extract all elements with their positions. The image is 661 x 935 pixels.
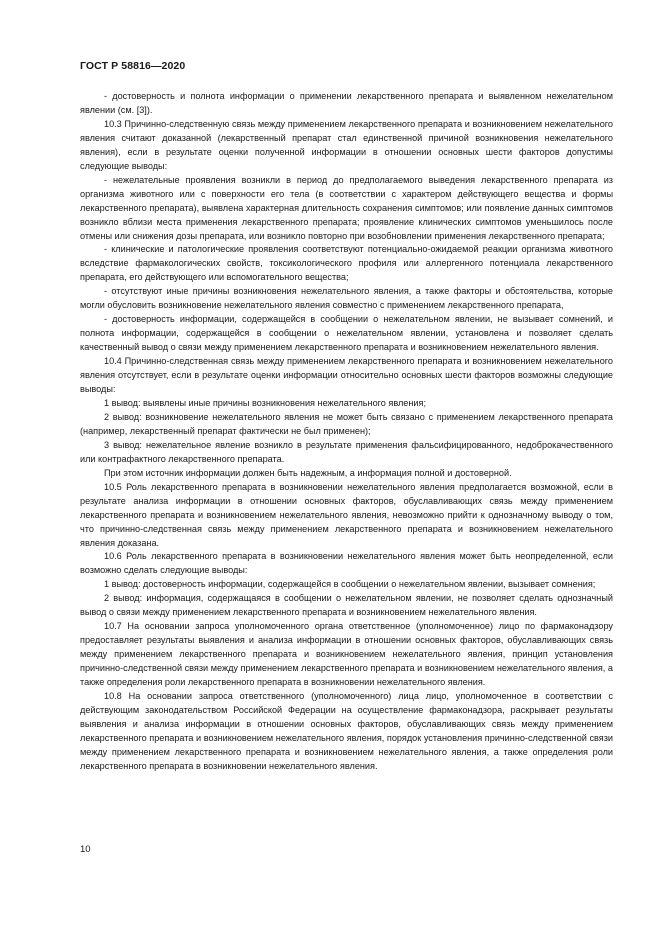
paragraph: 10.6 Роль лекарственного препарата в возникновении нежелательного явления может быть неопределенной, если возможно сделать следующие выводы: (80, 551, 613, 576)
document-body (80, 90, 613, 774)
paragraph: - достоверность и полнота информации о применении лекарственного препарата и выявленном нежелательном явлении (см. [3]). (80, 91, 613, 115)
paragraph: 3 вывод: нежелательное явление возникло в результате применения фальсифицированного, недоброкачественного или контрафактного лекарственного препарата. (80, 439, 613, 464)
page-number: 10 (80, 844, 91, 855)
paragraph: - нежелательные проявления возникли в период до предполагаемого выведения лекарственного препарата из организма животного или с поверхности его тела (в соответствии с характером действующего вещества и формы лекарственного препарата), выявлена характерная длительность сохранения симптомов; или появление данных симптомов возникло вблизи места применения лекарственного препарата; проявление клинических симптомов уменьшилось после отмены или снижения дозы препарата, или возникло повторно при возобновлении применения лекарственного препарата; (80, 174, 613, 241)
paragraph: 2 вывод: информация, содержащаяся в сообщении о нежелательном явлении, не позволяет сделать однозначный вывод о связи между применением лекарственного препарата и возникновением нежелательного явления. (80, 593, 613, 618)
paragraph: 2 вывод: возникновение нежелательного явления не может быть связано с применением лекарственного препарата (например, лекарственный препарат фактически не был применен); (80, 411, 613, 436)
document-code: ГОСТ Р 58816—2020 (80, 60, 186, 72)
paragraph: 10.8 На основании запроса ответственного (уполномоченного) лица лицо, уполномоченное в соответствии с действующим законодательством Российской Федерации на осуществление фармаконадзора, раскрывает результаты выявления и анализа информации в отношении основных факторов, обуславливающих связь между применением лекарственного препарата и возникновением нежелательного явления, порядок установления причинно-следственной связи между применением лекарственного препарата и возникновением нежелательного явления, а также определения роли лекарственного препарата в возникновении нежелательного явления. (80, 690, 613, 771)
paragraph: 10.4 Причинно-следственная связь между применением лекарственного препарата и возникновением нежелательного явления отсутствует, если в результате оценки информации относительно основных шести факторов возможны следующие выводы: (80, 356, 613, 395)
paragraph: 10.7 На основании запроса уполномоченного органа ответственное (уполномоченное) лицо по фармаконадзору предоставляет результаты выявления и анализа информации в отношении основных факторов, обуславливающих связь между применением лекарственного препарата и возникновением нежелательного явления, принцип установления причинно-следственной связи между применением лекарственного препарата и возникновением нежелательного явления, а также определения роли лекарственного препарата в возникновении нежелательного явления. (80, 621, 613, 688)
paragraph: - достоверность информации, содержащейся в сообщении о нежелательном явлении, не вызывает сомнений, и полнота информации, содержащейся в сообщении о нежелательном явлении, установлена и позволяет сделать качественный вывод о связи между применением лекарственного препарата и возникновением нежелательного явления. (80, 314, 613, 353)
paragraph: - клинические и патологические проявления соответствуют потенциально-ожидаемой реакции организма животного вследствие фармакологических свойств, токсикологического профиля или аллергенного потенциала лекарственного препарата, его действующего или вспомогательного вещества; (80, 244, 613, 283)
paragraph: 1 вывод: выявлены иные причины возникновения нежелательного явления; (104, 397, 426, 408)
paragraph: 10.3 Причинно-следственную связь между применением лекарственного препарата и возникновением нежелательного явления считают доказанной (лекарственный препарат стал единственной причиной возникновения нежелательного явления), если в результате оценки полученной информации в отношении основных шести факторов допустимы следующие выводы: (80, 118, 613, 171)
paragraph: При этом источник информации должен быть надежным, а информация полной и достоверной. (104, 467, 512, 478)
paragraph: 10.5 Роль лекарственного препарата в возникновении нежелательного явления предполагается возможной, если в результате анализа информации в отношении основных факторов, обуславливающих связь между применением лекарственного препарата и возникновением нежелательного явления, невозможно прийти к однозначному выводу о том, что причинно-следственная связь между применением лекарственного препарата и возникновением нежелательного явления доказана. (80, 481, 613, 548)
paragraph: - отсутствуют иные причины возникновения нежелательного явления, а также факторы и обстоятельства, которые могли обусловить возникновение нежелательного явления совместно с применением лекарственного препарата, (80, 286, 613, 311)
paragraph: 1 вывод: достоверность информации, содержащейся в сообщении о нежелательном явлении, вызывает сомнения; (104, 579, 596, 590)
